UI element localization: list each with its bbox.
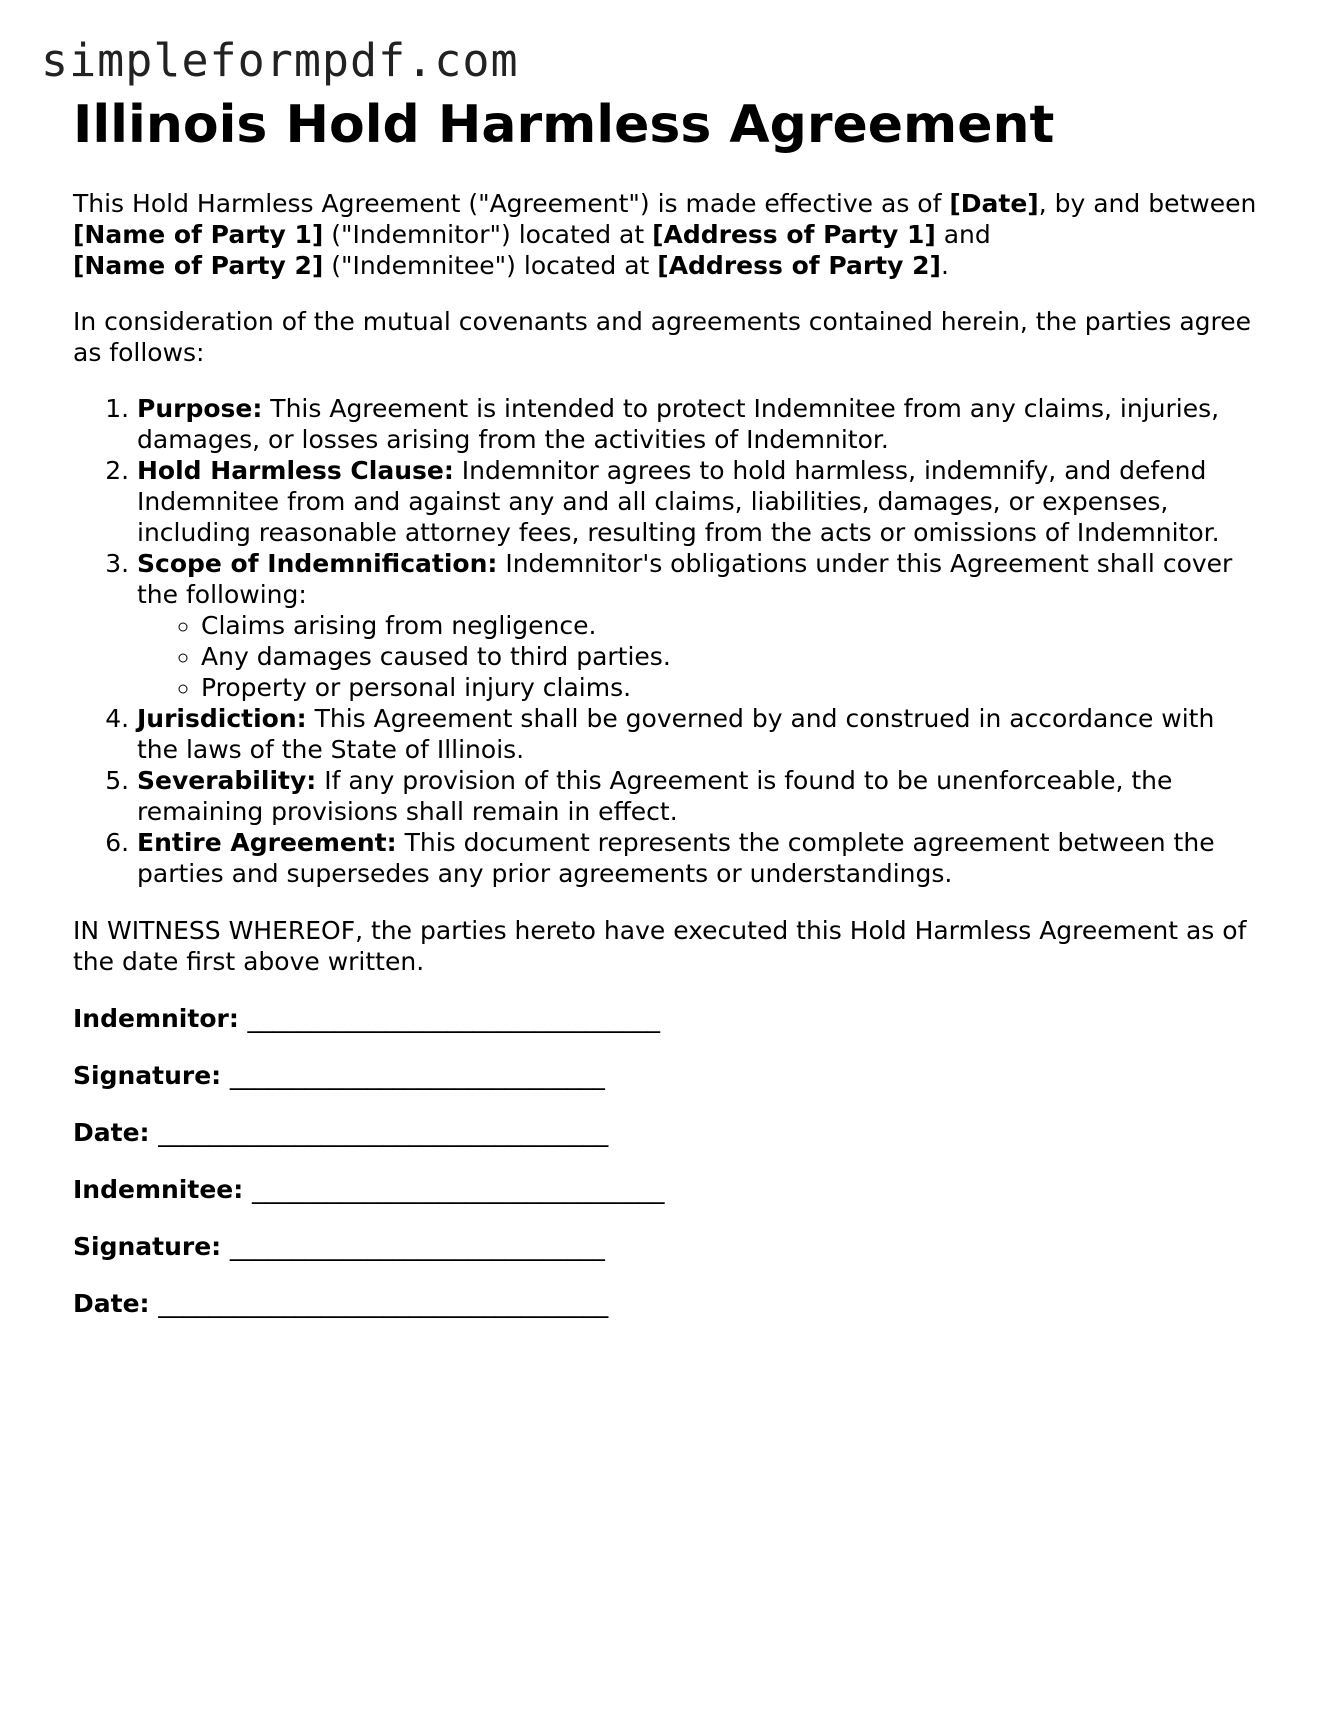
clause-jurisdiction: 4. Jurisdiction: This Agreement shall be governed by and construed in accordance with the laws of the State of Illinois. xyxy=(137,703,1263,765)
clause-scope: 3. Scope of Indemnification: Indemnitor's obligations under this Agreement shall cover the following: ◦ Claims arising from negligence. ◦ Any damages caused to third parties. ◦ Property or personal injury claims. xyxy=(137,548,1263,703)
list-item: ◦ Property or personal injury claims. xyxy=(201,672,1263,703)
document-body xyxy=(73,92,1263,1319)
consideration-paragraph: In consideration of the mutual covenants and agreements contained herein, the parties agree as follows: xyxy=(73,307,1252,367)
list-item: ◦ Any damages caused to third parties. xyxy=(201,641,1263,672)
party2-address-placeholder: [Address of Party 2] xyxy=(657,251,941,280)
site-watermark: simpleformpdf.com xyxy=(41,34,519,87)
clause-list xyxy=(73,393,1263,889)
date-placeholder: [Date] xyxy=(949,189,1039,218)
indemnitor-name-field[interactable]: Indemnitor: _________________________________ xyxy=(73,1004,661,1033)
clause-severability: 5. Severability: If any provision of this Agreement is found to be unenforceable, the remaining provisions shall remain in effect. xyxy=(137,765,1263,827)
document-title: Illinois Hold Harmless Agreement xyxy=(73,95,1055,155)
party2-name-placeholder: [Name of Party 2] xyxy=(73,251,324,280)
party1-name-placeholder: [Name of Party 1] xyxy=(73,220,324,249)
clause-purpose: 1. Purpose: This Agreement is intended to protect Indemnitee from any claims, injuries, damages, or losses arising from the activities of Indemnitor. xyxy=(137,393,1263,455)
intro-paragraph: This Hold Harmless Agreement ("Agreement") is made effective as of [Date], by and between [Name of Party 1] ("Indemnitor") located at [Address of Party 1] and [Name of Party 2] ("Indemnitee") located at [Address of Party 2]. xyxy=(73,189,1257,280)
indemnitee-date-field[interactable]: Date: ____________________________________ xyxy=(73,1289,609,1318)
party1-address-placeholder: [Address of Party 1] xyxy=(652,220,936,249)
indemnitee-name-field[interactable]: Indemnitee: _________________________________ xyxy=(73,1175,665,1204)
list-item: ◦ Claims arising from negligence. xyxy=(201,610,1263,641)
clause-hold-harmless: 2. Hold Harmless Clause: Indemnitor agrees to hold harmless, indemnify, and defend Indemnitee from and against any and all claims, liabilities, damages, or expenses, including reasonable attorney fees, resulting from the acts or omissions of Indemnitor. xyxy=(137,455,1263,548)
indemnitor-signature-field[interactable]: Signature: ______________________________ xyxy=(73,1061,605,1090)
clause-entire-agreement: 6. Entire Agreement: This document represents the complete agreement between the parties and supersedes any prior agreements or understandings. xyxy=(137,827,1263,889)
indemnitee-signature-field[interactable]: Signature: ______________________________ xyxy=(73,1232,605,1261)
indemnitor-date-field[interactable]: Date: ____________________________________ xyxy=(73,1118,609,1147)
witness-paragraph: IN WITNESS WHEREOF, the parties hereto have executed this Hold Harmless Agreement as of the date first above written. xyxy=(73,916,1247,976)
scope-sublist xyxy=(137,610,1263,703)
